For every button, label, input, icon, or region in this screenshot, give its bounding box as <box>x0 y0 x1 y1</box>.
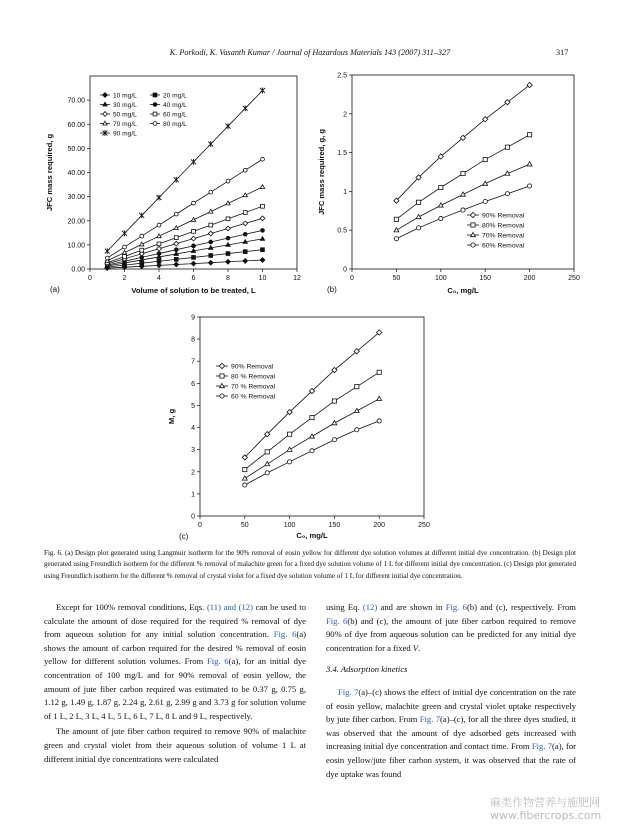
data-point <box>471 243 475 247</box>
data-point <box>174 262 179 267</box>
data-point <box>153 122 157 126</box>
left-paragraph-1 <box>44 601 306 723</box>
y-tick-label: 40.00 <box>67 170 85 177</box>
data-point <box>174 226 178 230</box>
legend-item <box>216 383 276 390</box>
legend-item <box>216 394 276 401</box>
series <box>243 419 382 487</box>
text-run: (a), for an initial dye concentration of 100 mg/L and for 90% removal of eosin yellow, the amount of jute fiber carbon required was estimated to be 0.37 g, 0.75 g, 1.12 g, 1.49 g, 1.87 g, 2.24 g, 2.61 g, 2.99 g and 3.73 g for solution volume of 1 L, 2 L, 3 L, 4 L, 5 L, 6 L, 7 L, 8 L and 9 L, respectively. <box>44 656 306 721</box>
data-point <box>332 438 336 442</box>
data-point <box>192 201 196 205</box>
left-paragraph-2: The amount of jute fiber carbon required to remove 90% of malachite green and crystal violet from their aqueous solution of volume 1 L at different initial dye concentrations were calculated <box>44 726 306 764</box>
data-point <box>261 157 265 161</box>
data-point <box>355 385 359 389</box>
series <box>105 258 265 271</box>
data-point <box>243 259 248 264</box>
x-axis-label: C₀, mg/L <box>296 531 328 540</box>
data-point <box>260 88 265 94</box>
text-run: using Eq. <box>326 602 363 612</box>
chart-c <box>167 315 430 542</box>
data-point <box>220 394 224 398</box>
data-point <box>191 159 196 165</box>
data-point <box>103 112 108 117</box>
x-tick-label: 0 <box>350 275 354 282</box>
text-run: (a)–(c) shows the effect of initial dye concentration on the rate of eosin yellow, malachite green and crystal violet uptake respectively by jute fiber carbon. From <box>326 686 576 725</box>
legend-label: 80 % Removal <box>231 373 276 381</box>
series <box>394 82 532 203</box>
data-point <box>260 237 264 241</box>
legend-item <box>150 93 187 100</box>
data-point <box>226 252 230 256</box>
x-tick-label: 100 <box>434 275 447 282</box>
y-tick-label: 1.5 <box>337 150 347 158</box>
data-point <box>461 171 465 175</box>
fig-link[interactable]: Fig. 6 <box>326 615 348 626</box>
series-line <box>245 399 379 479</box>
right-column <box>326 601 576 781</box>
data-point <box>226 123 231 129</box>
data-point <box>220 383 225 387</box>
watermark <box>490 796 601 822</box>
data-point <box>377 419 381 423</box>
data-point <box>157 242 161 246</box>
chart-a <box>45 76 301 295</box>
x-tick-label: 150 <box>328 522 341 529</box>
data-point <box>243 232 247 236</box>
data-point <box>505 192 509 196</box>
x-tick-label: 50 <box>392 275 401 282</box>
y-tick-label: 9 <box>191 314 195 322</box>
legend-item <box>100 130 137 137</box>
x-tick-label: 0 <box>88 275 92 282</box>
legend-label: 60% Removal <box>482 242 525 250</box>
legend-label: 70 % Removal <box>231 383 276 391</box>
data-point <box>394 217 398 221</box>
data-point <box>140 248 144 252</box>
legend-label: 10 mg/L <box>113 92 137 100</box>
fig-link[interactable]: Fig. 6 <box>273 629 297 640</box>
data-point <box>105 248 110 254</box>
text-run: (a) shows the amount of carbon required for the desired % removal of eosin yellow for different solution volumes. From <box>44 629 306 667</box>
data-point <box>260 185 264 189</box>
data-point <box>417 200 421 204</box>
data-point <box>191 249 195 253</box>
data-point <box>157 263 162 268</box>
watermark-line: www.fibercrops.com <box>490 809 602 822</box>
legend-item <box>150 102 187 109</box>
data-point <box>103 102 107 106</box>
data-point <box>153 93 157 97</box>
data-point <box>123 245 127 249</box>
data-point <box>105 256 109 260</box>
data-point <box>174 248 178 252</box>
x-tick-label: 250 <box>418 522 430 529</box>
legend-label: 90% Removal <box>231 363 274 371</box>
y-axis-label: M, g <box>167 408 176 425</box>
data-point <box>261 229 265 233</box>
data-point <box>209 246 213 250</box>
legend <box>467 212 525 249</box>
fig-link[interactable]: Fig. 7 <box>338 686 359 697</box>
legend-label: 70 mg/L <box>113 121 137 128</box>
page-number: 317 <box>556 48 569 57</box>
legend-label: 90 mg/L <box>113 130 137 138</box>
y-tick-label: 0.00 <box>71 266 85 274</box>
data-point <box>416 214 421 218</box>
data-point <box>243 240 247 244</box>
legend-label: 70% Removal <box>482 232 525 240</box>
data-point <box>208 260 213 265</box>
legend-item <box>100 102 137 109</box>
data-point <box>243 467 247 471</box>
x-tick-label: 10 <box>258 275 267 282</box>
legend <box>216 363 276 400</box>
data-point <box>192 256 196 260</box>
data-point <box>208 231 213 236</box>
x-tick-label: 50 <box>240 522 249 529</box>
data-point <box>355 428 359 432</box>
data-point <box>483 199 487 203</box>
data-point <box>157 223 161 227</box>
data-point <box>191 261 196 266</box>
data-point <box>261 204 265 208</box>
data-point <box>157 252 161 256</box>
data-point <box>157 259 161 263</box>
data-point <box>226 217 230 221</box>
legend-item <box>467 243 525 250</box>
data-point <box>439 216 443 220</box>
data-point <box>209 240 213 244</box>
series <box>105 204 264 264</box>
data-point <box>157 246 162 251</box>
panel-label: (b) <box>327 285 337 294</box>
data-point <box>157 195 162 201</box>
legend-label: 60 % Removal <box>231 393 276 401</box>
text-run: (a)–(c), for all the three dyes studied, it was observed that the amount of dye adsorbed gets increased with increasing initial dye concentration and contact time. From <box>326 714 576 752</box>
y-tick-label: 3 <box>191 447 195 455</box>
x-axis-label: Volume of solution to be treated, L <box>131 286 256 295</box>
x-tick-label: 6 <box>191 275 196 282</box>
eq-link[interactable]: (12) <box>362 602 378 612</box>
data-point <box>174 252 178 256</box>
right-paragraph-1 <box>326 601 576 655</box>
data-point <box>191 236 196 241</box>
series-line <box>107 260 262 268</box>
data-point <box>394 228 399 232</box>
x-axis-label: C₀, mg/L <box>447 286 479 295</box>
text-run: and are shown in <box>377 602 446 612</box>
data-point <box>157 234 161 238</box>
data-point <box>461 208 465 212</box>
data-point <box>243 221 248 226</box>
x-tick-label: 8 <box>226 275 230 282</box>
x-tick-label: 0 <box>198 522 202 529</box>
data-point <box>209 254 213 258</box>
running-header: K. Porkodi, K. Vasanth Kumar / Journal of Hazardous Materials 143 (2007) 311–327 <box>169 48 451 57</box>
legend-item <box>216 363 274 370</box>
legend-label: 80% Removal <box>482 222 525 230</box>
data-point <box>417 226 421 230</box>
data-point <box>394 237 398 241</box>
data-point <box>226 259 231 264</box>
data-point <box>219 363 224 368</box>
y-tick-label: 1 <box>191 491 195 499</box>
data-point <box>470 212 475 217</box>
data-point <box>288 460 292 464</box>
x-tick-label: 200 <box>523 275 536 282</box>
data-point <box>226 236 230 240</box>
x-tick-label: 4 <box>157 275 161 282</box>
y-tick-label: 0 <box>191 513 195 521</box>
legend-item <box>150 121 187 128</box>
data-point <box>377 396 382 400</box>
y-tick-label: 4 <box>191 425 195 433</box>
data-point <box>174 212 178 216</box>
y-tick-label: 1 <box>343 188 347 196</box>
data-point <box>527 162 532 166</box>
y-tick-label: 60.00 <box>67 121 85 129</box>
data-point <box>287 447 292 451</box>
data-point <box>265 471 269 475</box>
series <box>105 157 264 260</box>
data-point <box>139 212 144 218</box>
fig-link[interactable]: Fig. 7 <box>531 741 553 752</box>
y-axis-label: JFC mass required, g <box>45 133 54 212</box>
data-point <box>310 449 314 453</box>
left-column <box>44 601 306 766</box>
data-point <box>471 223 475 227</box>
legend-label: 50 mg/L <box>113 111 137 119</box>
y-tick-label: 2 <box>191 469 195 477</box>
data-point <box>528 184 532 188</box>
series <box>105 248 264 269</box>
data-point <box>332 421 337 425</box>
text-run: (b) and (c), the amount of jute fiber carbon required to remove 90% of dye from aqueous solution can be predicted for any initial dye concentration for a fixed <box>326 615 576 653</box>
data-point <box>265 450 269 454</box>
y-tick-label: 8 <box>191 336 195 344</box>
series <box>105 185 265 263</box>
data-point <box>471 232 476 236</box>
legend <box>100 93 187 138</box>
data-point <box>174 177 179 183</box>
y-axis-label: JFC mass required, g, g <box>317 128 326 216</box>
data-point <box>140 234 144 238</box>
data-point <box>174 257 178 261</box>
legend-label: 30 mg/L <box>113 102 137 109</box>
data-point <box>220 374 224 378</box>
data-point <box>310 434 315 438</box>
y-tick-label: 0.5 <box>337 227 347 235</box>
data-point <box>191 218 195 222</box>
data-point <box>209 223 213 227</box>
data-point <box>377 370 381 374</box>
text-run: . <box>418 642 421 653</box>
data-point <box>528 133 532 137</box>
data-point <box>103 93 108 98</box>
text-run: can be used to calculate the amount of dose required for the required % removal of dye from aqueous solution for any initial solution concentration. <box>44 602 306 640</box>
y-tick-label: 20.00 <box>67 218 85 226</box>
data-point <box>140 261 144 265</box>
data-point <box>242 476 247 480</box>
y-tick-label: 5 <box>191 402 195 410</box>
panel-label: (a) <box>50 285 60 294</box>
data-point <box>140 242 144 246</box>
figure-caption: Fig. 6. (a) Design plot generated using Langmuir isotherm for the 90% removal of eosin yellow for different dye solution volumes at different initial dye concentration. (b) Design plot generated using Freundlich isotherm for the different % removal of malachite green for a fixed dye solution volume of 1 L for different initial dye concentration. (c) Design plot generated using Freundlich isotherm for the different % removal of crystal violet for a fixed dye solution volume of 1 L for different initial dye concentration. <box>44 549 576 580</box>
legend-item <box>100 93 137 100</box>
y-tick-label: 6 <box>191 380 195 388</box>
y-tick-label: 10.00 <box>67 242 85 250</box>
data-point <box>122 230 127 236</box>
series-line <box>107 218 262 264</box>
x-tick-label: 150 <box>479 275 492 282</box>
legend-item <box>467 232 525 239</box>
x-tick-label: 100 <box>283 522 296 529</box>
data-point <box>192 229 196 233</box>
right-paragraph-2 <box>326 686 576 781</box>
x-tick-label: 12 <box>293 275 301 282</box>
legend-item <box>150 112 187 119</box>
data-point <box>505 145 509 149</box>
panel-label: (c) <box>179 532 189 541</box>
data-point <box>483 157 487 161</box>
legend-label: 60 mg/L <box>163 111 187 119</box>
y-tick-label: 70.00 <box>67 97 85 105</box>
data-point <box>174 236 178 240</box>
y-tick-label: 2 <box>343 111 347 119</box>
data-point <box>260 258 265 263</box>
data-point <box>192 244 196 248</box>
data-point <box>439 185 443 189</box>
data-point <box>122 250 126 254</box>
data-point <box>243 105 248 111</box>
series-line <box>107 206 262 262</box>
data-point <box>260 216 265 221</box>
data-point <box>332 399 336 403</box>
data-point <box>261 248 265 252</box>
eq-link[interactable]: (11) and (12) <box>206 602 253 612</box>
data-point <box>243 483 247 487</box>
data-point <box>354 408 359 412</box>
legend-item <box>100 112 137 119</box>
legend-label: 20 mg/L <box>163 92 187 100</box>
y-tick-label: 0 <box>343 266 347 274</box>
data-point <box>288 432 292 436</box>
legend-label: 80 mg/L <box>163 121 187 128</box>
fig-link[interactable]: Fig. 7 <box>419 714 441 725</box>
data-point <box>208 141 213 147</box>
data-point <box>209 190 213 194</box>
data-point <box>226 243 230 247</box>
data-point <box>243 168 247 172</box>
text-run: (b) and (c), respectively. From <box>466 602 576 612</box>
section-heading: 3.4. Adsorption kinetics <box>326 664 408 675</box>
data-point <box>243 211 247 215</box>
y-tick-label: 7 <box>191 358 195 366</box>
data-point <box>103 121 107 125</box>
data-point <box>153 103 157 107</box>
y-tick-label: 30.00 <box>67 194 85 202</box>
data-point <box>174 241 179 246</box>
data-point <box>226 179 230 183</box>
x-tick-label: 200 <box>373 522 386 529</box>
text-run: V <box>412 642 419 653</box>
legend-item <box>100 121 137 128</box>
text-run: (a), for eosin yellow/jute fiber carbon system, it was observed that the rate of dye uptake was found <box>326 741 576 779</box>
series-line <box>107 187 262 261</box>
legend-item <box>467 212 525 219</box>
data-point <box>226 201 230 205</box>
series-line <box>107 230 262 265</box>
data-point <box>123 255 127 259</box>
data-point <box>310 416 314 420</box>
data-point <box>209 209 213 213</box>
data-point <box>243 250 247 254</box>
x-tick-label: 250 <box>568 275 580 282</box>
data-point <box>153 112 157 116</box>
watermark-line: 麻类作物营养与施肥网 <box>490 796 600 809</box>
y-tick-label: 2.5 <box>337 72 347 80</box>
data-point <box>226 226 231 231</box>
legend-item <box>216 374 276 381</box>
data-point <box>265 462 270 466</box>
x-tick-label: 2 <box>122 275 127 282</box>
legend-label: 40 mg/L <box>163 102 187 109</box>
y-tick-label: 50.00 <box>67 145 85 153</box>
fig-link[interactable]: Fig. 6 <box>207 656 229 667</box>
legend-label: 90% Removal <box>482 212 525 220</box>
text-run: Except for 100% removal conditions, Eqs. <box>56 602 207 612</box>
fig-link[interactable]: Fig. 6 <box>445 602 467 612</box>
chart-b <box>317 73 580 296</box>
legend-item <box>467 223 525 230</box>
data-point <box>243 193 247 197</box>
